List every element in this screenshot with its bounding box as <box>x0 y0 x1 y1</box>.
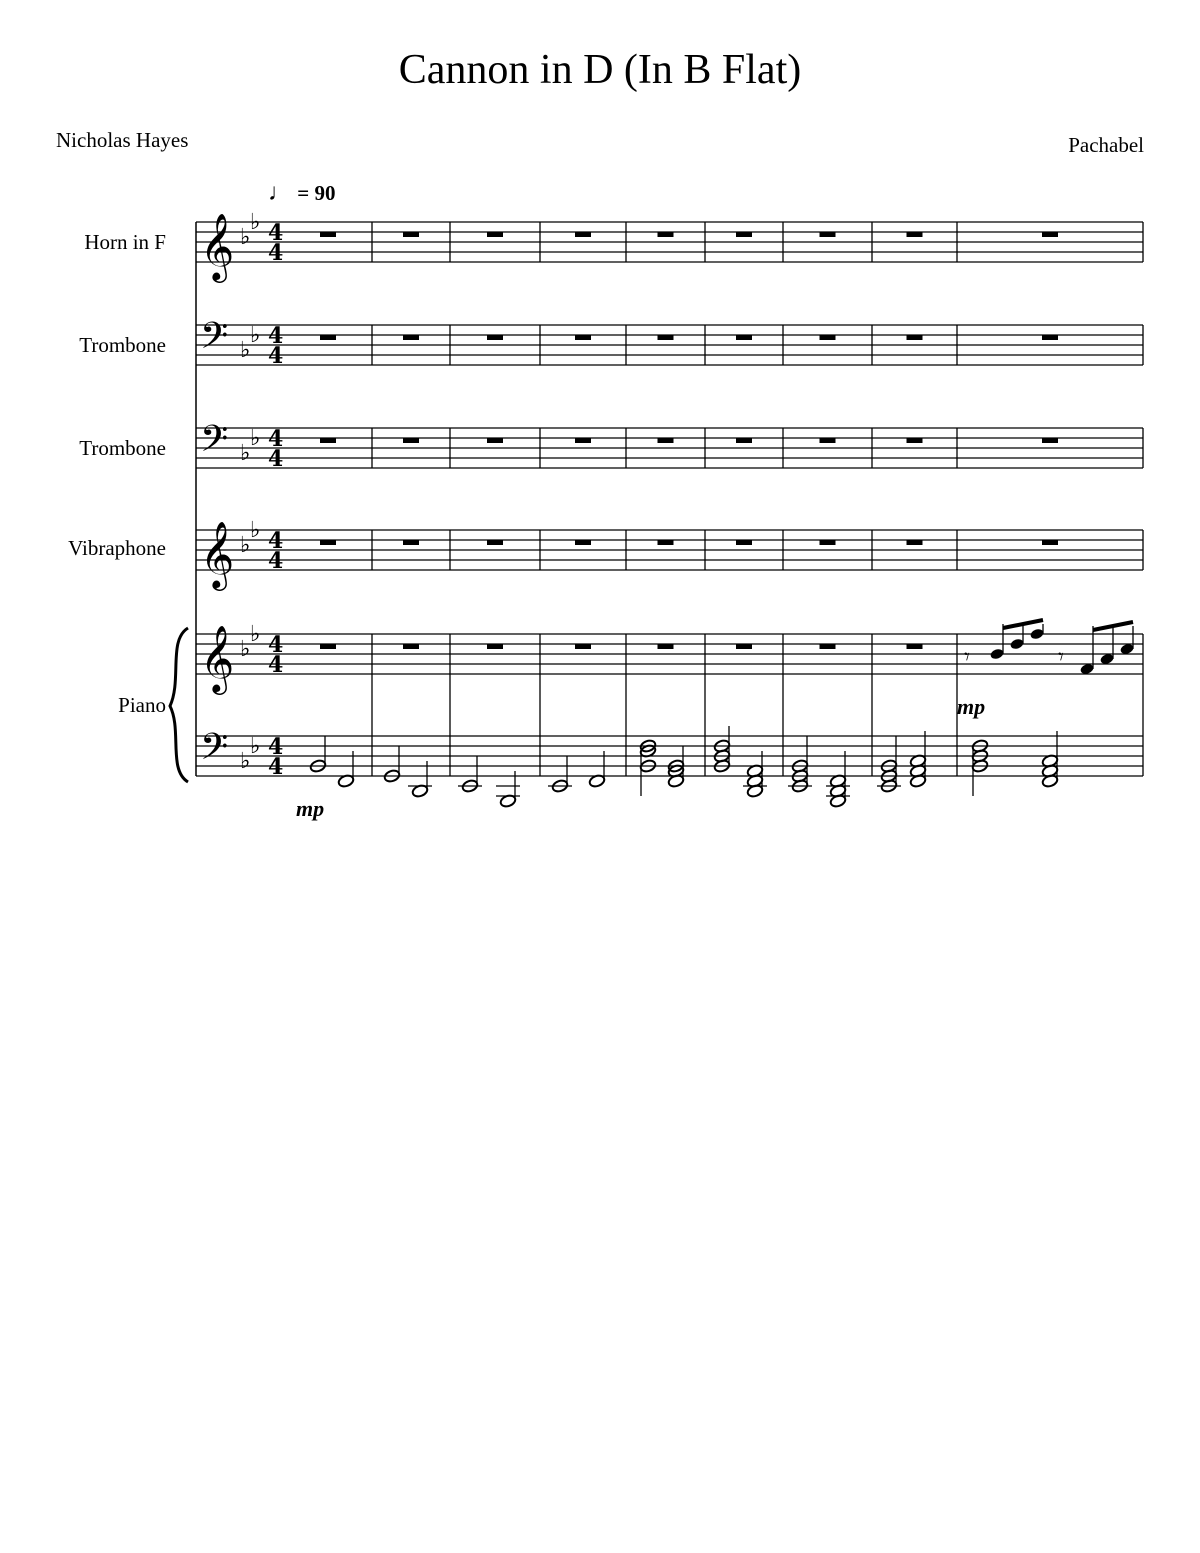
flat-icon: ♭ <box>240 533 251 558</box>
whole-rest <box>320 644 336 649</box>
whole-rest <box>320 438 336 443</box>
whole-rest <box>320 335 336 340</box>
whole-rest <box>907 644 923 649</box>
bass-clef-icon: 𝄢 <box>200 726 229 777</box>
time-signature-digit: 4 <box>268 754 284 780</box>
whole-rest <box>403 438 419 443</box>
whole-rest <box>820 335 836 340</box>
whole-rest <box>736 335 752 340</box>
whole-rest <box>907 438 923 443</box>
whole-rest <box>736 540 752 545</box>
time-signature-digit: 4 <box>268 240 284 266</box>
time-signature-digit: 4 <box>268 632 284 658</box>
time-signature-digit: 4 <box>268 528 284 554</box>
instrument-label-trombone-2: Trombone <box>79 436 166 460</box>
tempo-value: = 90 <box>297 181 336 205</box>
time-signature-digit: 4 <box>268 734 284 760</box>
composer-name: Pachabel <box>1068 133 1144 157</box>
whole-rest <box>1042 540 1058 545</box>
whole-rest <box>658 644 674 649</box>
whole-rest <box>575 438 591 443</box>
flat-icon: ♭ <box>250 426 261 451</box>
time-signature-digit: 4 <box>268 323 284 349</box>
treble-clef-icon: 𝄞 <box>200 520 235 588</box>
whole-rest <box>658 335 674 340</box>
whole-rest <box>320 540 336 545</box>
eighth-rest-icon: 𝄾 <box>1058 645 1064 670</box>
flat-icon: ♭ <box>240 338 251 363</box>
whole-rest <box>487 438 503 443</box>
time-signature-digit: 4 <box>268 548 284 574</box>
whole-rest <box>575 540 591 545</box>
whole-rest <box>736 644 752 649</box>
treble-clef-icon: 𝄞 <box>200 212 235 280</box>
whole-rest <box>487 232 503 237</box>
time-signature-digit: 4 <box>268 652 284 678</box>
bass-clef-icon: 𝄢 <box>200 315 229 366</box>
flat-icon: ♭ <box>240 749 251 774</box>
treble-clef-icon: 𝄞 <box>200 624 235 692</box>
flat-icon: ♭ <box>250 210 261 235</box>
dynamic-mp-bass: mp <box>296 796 325 821</box>
whole-rest <box>907 232 923 237</box>
time-signature-digit: 4 <box>268 426 284 452</box>
whole-rest <box>575 644 591 649</box>
whole-rest <box>320 232 336 237</box>
time-signature-digit: 4 <box>268 343 284 369</box>
instrument-label-vibraphone: Vibraphone <box>68 536 166 560</box>
whole-rest <box>736 232 752 237</box>
whole-rest <box>1042 438 1058 443</box>
instrument-label-horn: Horn in F <box>84 230 166 254</box>
flat-icon: ♭ <box>240 637 251 662</box>
score-title: Cannon in D (In B Flat) <box>398 47 802 93</box>
whole-rest <box>736 438 752 443</box>
time-signature-digit: 4 <box>268 446 284 472</box>
flat-icon: ♭ <box>250 323 261 348</box>
whole-rest <box>403 540 419 545</box>
flat-icon: ♭ <box>250 622 261 647</box>
whole-rest <box>1042 232 1058 237</box>
instrument-label-trombone-1: Trombone <box>79 333 166 357</box>
flat-icon: ♭ <box>250 518 261 543</box>
whole-rest <box>575 232 591 237</box>
time-signature-digit: 4 <box>268 220 284 246</box>
flat-icon: ♭ <box>250 734 261 759</box>
whole-rest <box>820 232 836 237</box>
whole-rest <box>907 335 923 340</box>
whole-rest <box>820 438 836 443</box>
whole-rest <box>575 335 591 340</box>
whole-rest <box>403 335 419 340</box>
whole-rest <box>403 644 419 649</box>
whole-rest <box>658 232 674 237</box>
instrument-label-piano: Piano <box>118 693 166 717</box>
whole-rest <box>487 644 503 649</box>
dynamic-mp-treble: mp <box>957 694 986 719</box>
whole-rest <box>658 438 674 443</box>
eighth-rest-icon: 𝄾 <box>964 645 970 670</box>
quarter-note-icon: ♩ <box>268 180 292 206</box>
whole-rest <box>1042 335 1058 340</box>
whole-rest <box>403 232 419 237</box>
whole-rest <box>487 335 503 340</box>
arranger-name: Nicholas Hayes <box>56 128 189 152</box>
piano-brace <box>170 628 188 782</box>
flat-icon: ♭ <box>240 441 251 466</box>
whole-rest <box>658 540 674 545</box>
bass-clef-icon: 𝄢 <box>200 418 229 469</box>
whole-rest <box>820 644 836 649</box>
whole-rest <box>820 540 836 545</box>
whole-rest <box>907 540 923 545</box>
whole-rest <box>487 540 503 545</box>
flat-icon: ♭ <box>240 225 251 250</box>
